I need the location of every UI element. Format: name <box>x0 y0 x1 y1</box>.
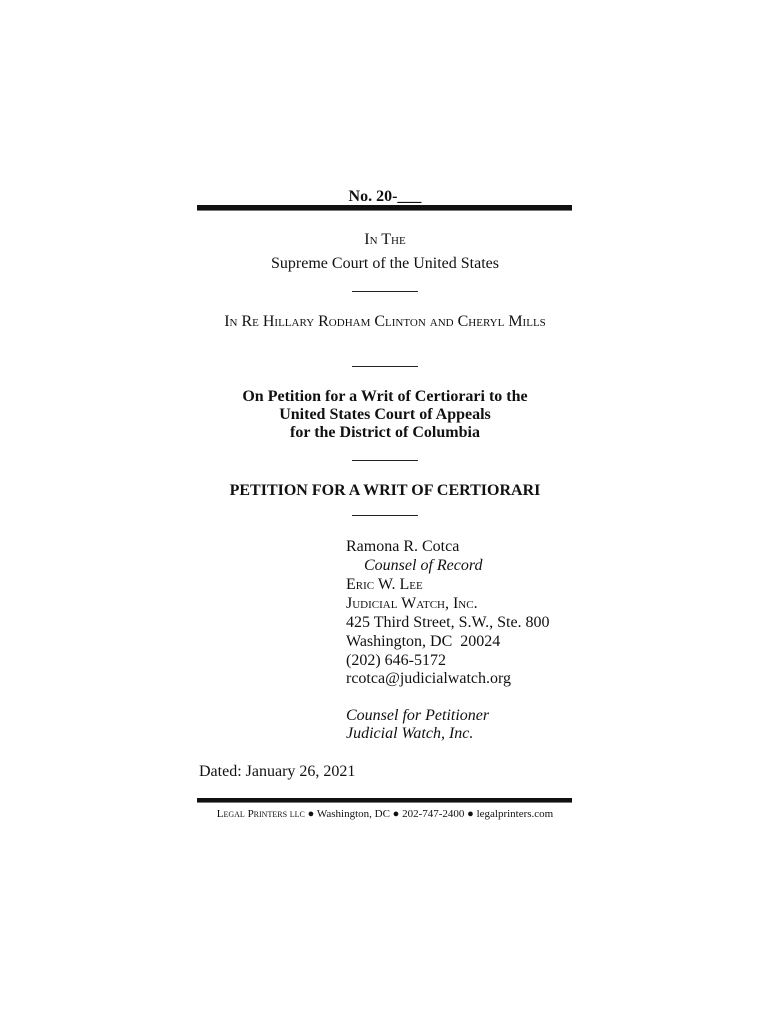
dated: Dated: January 26, 2021 <box>199 763 356 780</box>
case-title: In Re Hillary Rodham Clinton and Cheryl Mills <box>224 313 546 330</box>
printer-website: legalprinters.com <box>476 808 554 820</box>
bullet-icon: ● <box>467 808 474 820</box>
phone: (202) 646-5172 <box>346 652 446 669</box>
document-title: PETITION FOR A WRIT OF CERTIORARI <box>229 482 541 499</box>
printer-footer <box>0 808 770 820</box>
court-intro: In The <box>364 231 406 248</box>
address-line-1: 425 Third Street, S.W., Ste. 800 <box>346 614 550 631</box>
printer-name: Legal Printers llc <box>216 808 305 820</box>
counsel-for-line-2: Judicial Watch, Inc. <box>346 725 474 742</box>
divider <box>352 515 418 516</box>
divider <box>352 366 418 367</box>
printer-city: Washington, DC <box>316 808 390 820</box>
counsel-name: Ramona R. Cotca <box>346 538 460 555</box>
bullet-icon: ● <box>392 808 400 820</box>
co-counsel: Eric W. Lee <box>346 576 423 593</box>
firm-name: Judicial Watch, Inc. <box>346 595 478 612</box>
petition-on-line-3: for the District of Columbia <box>290 424 480 441</box>
docket-number: No. 20-___ <box>348 188 422 205</box>
divider <box>352 291 418 292</box>
top-rule-shadow <box>197 210 572 211</box>
counsel-role: Counsel of Record <box>364 557 483 574</box>
bottom-rule-shadow <box>197 802 572 803</box>
printer-phone: 202-747-2400 <box>402 808 465 820</box>
bullet-icon: ● <box>307 808 315 820</box>
email: rcotca@judicialwatch.org <box>346 670 512 687</box>
address-line-2: Washington, DC 20024 <box>346 633 501 650</box>
court-name: Supreme Court of the United States <box>271 255 499 272</box>
divider <box>352 460 418 461</box>
counsel-for-line-1: Counsel for Petitioner <box>346 707 490 724</box>
petition-on-line-2: United States Court of Appeals <box>279 406 491 423</box>
petition-on-line-1: On Petition for a Writ of Certiorari to the <box>242 388 528 405</box>
